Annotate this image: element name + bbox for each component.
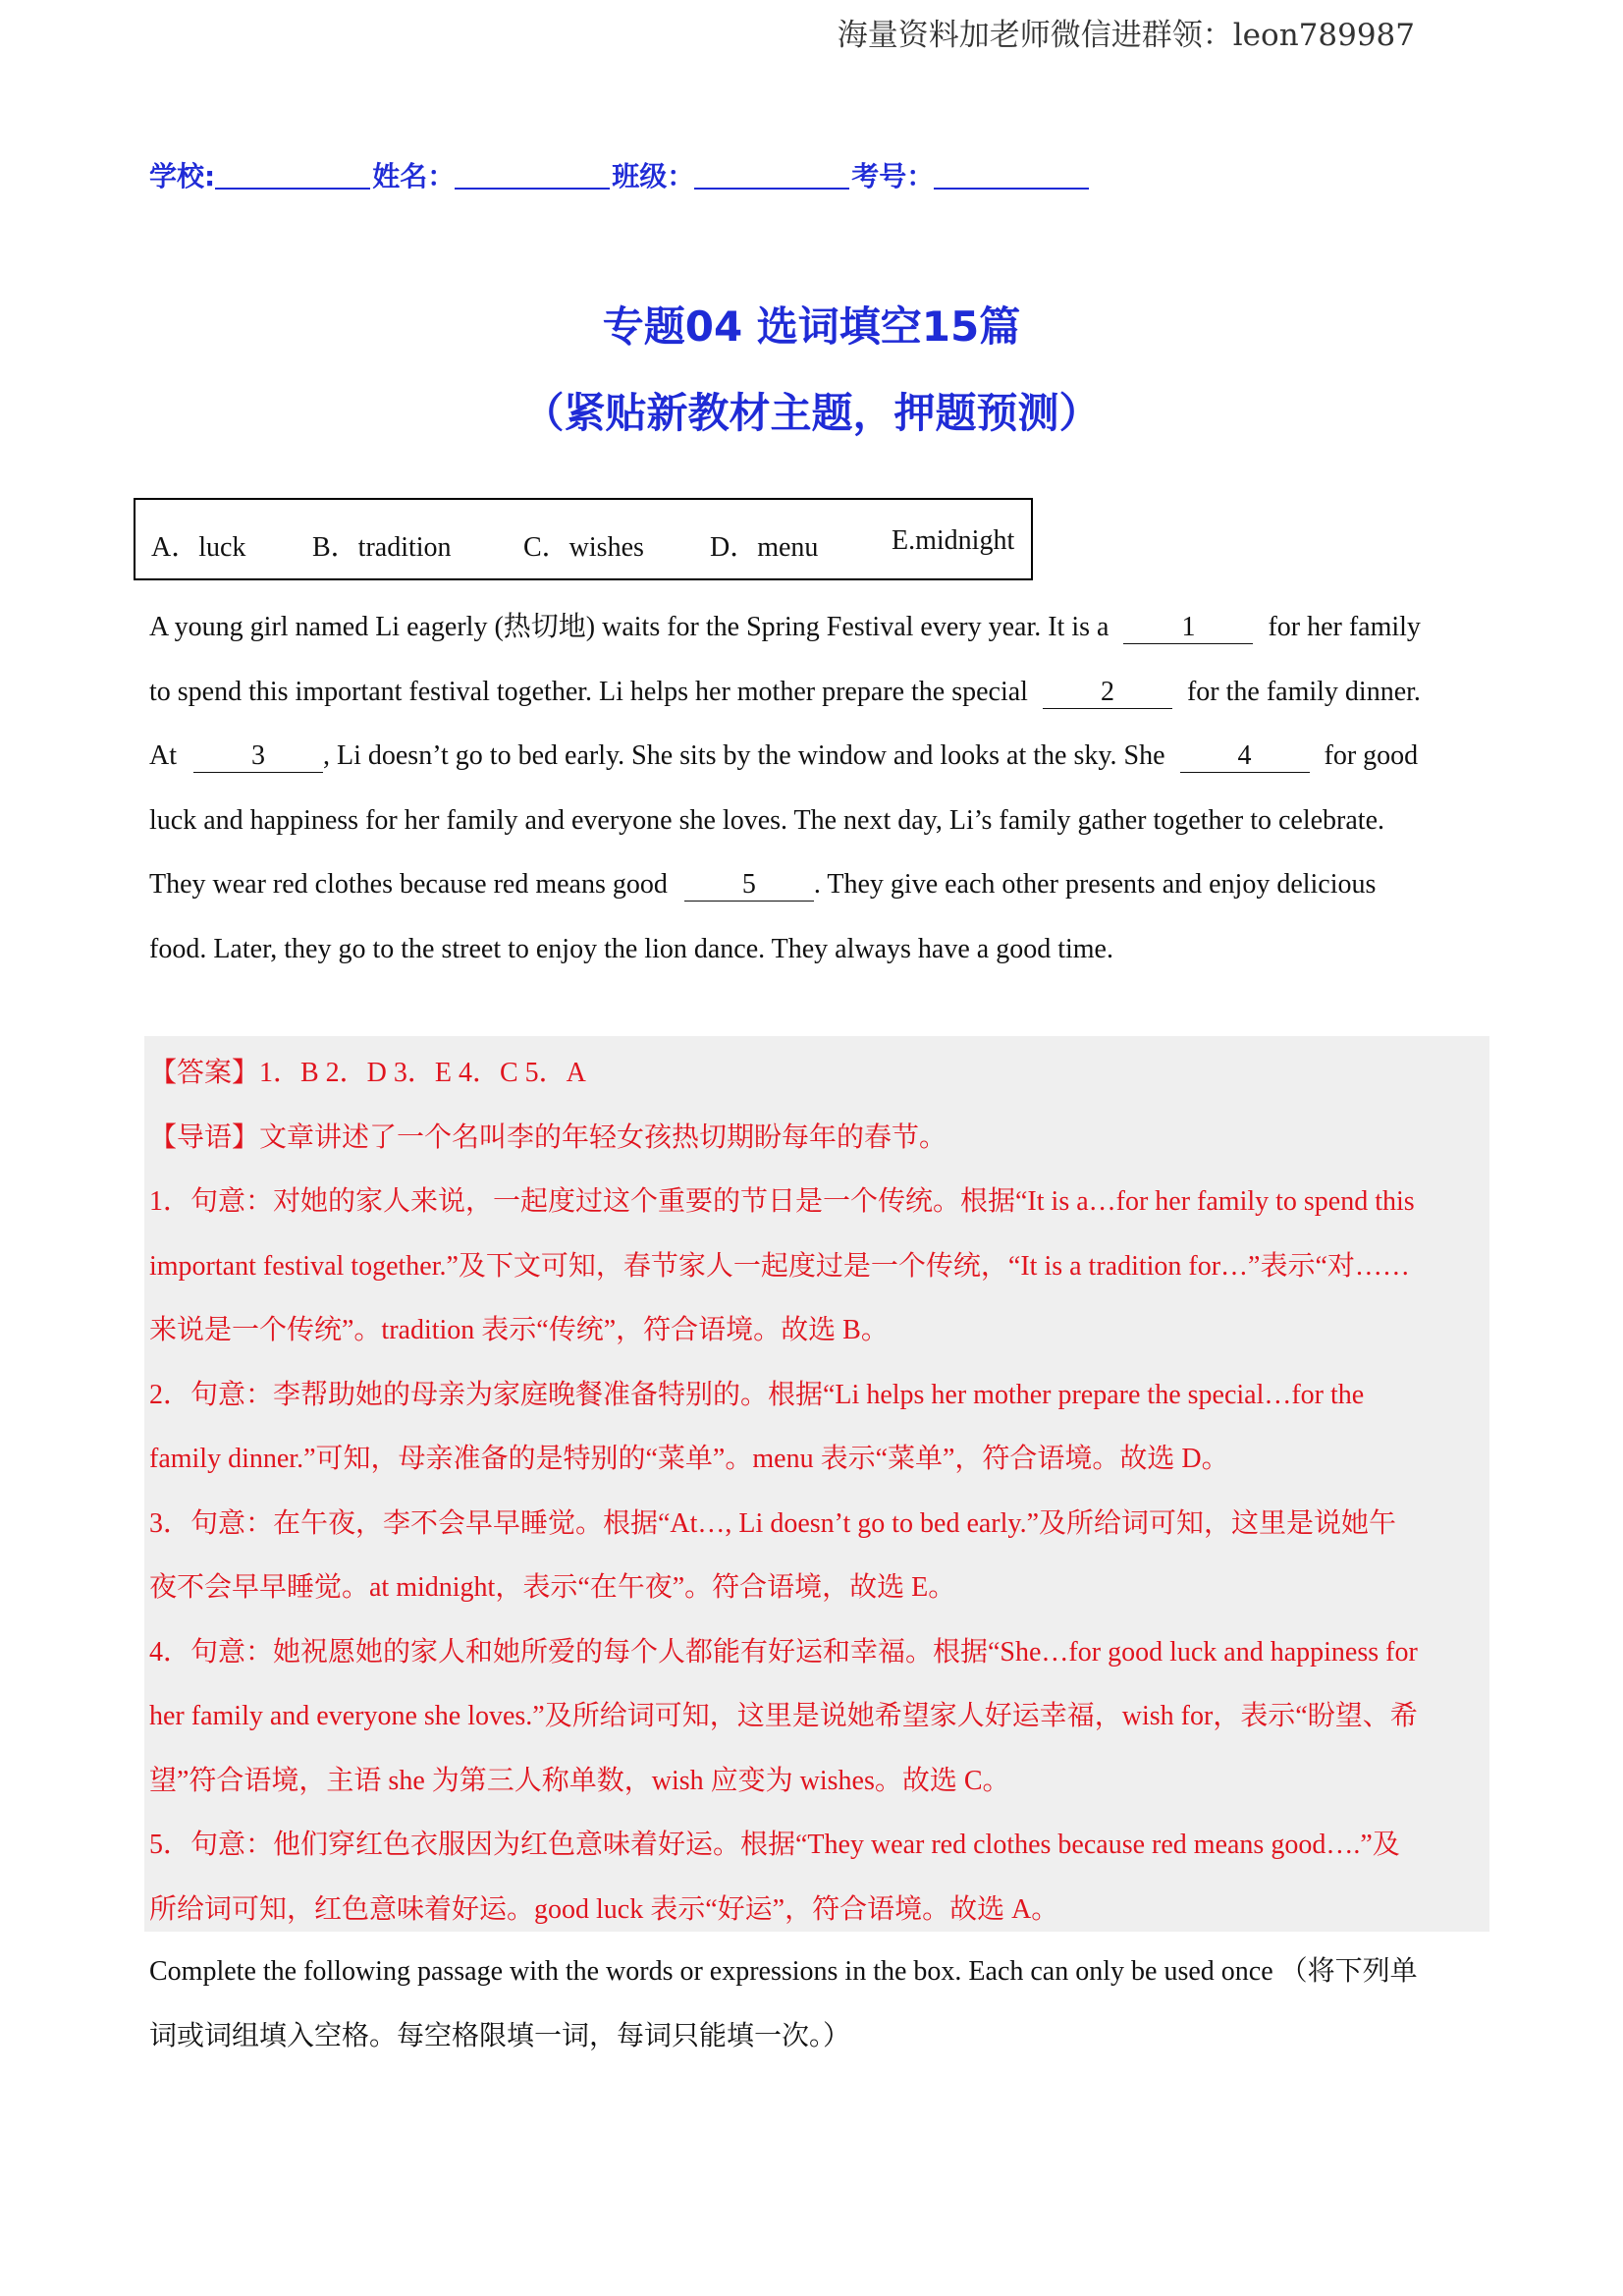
instruction-line: 词或词组填入空格。每空格限填一词，每词只能填一次。） xyxy=(149,2020,851,2051)
name-blank[interactable] xyxy=(455,162,610,190)
word-option-d: D．menu xyxy=(710,532,819,563)
passage-line xyxy=(149,724,1485,789)
explanation-line: important festival together.”及下文可知，春节家人一起度过是一个传统，“It is a tradition for…”表示“对…… xyxy=(149,1250,1410,1282)
explanation-line: her family and everyone she loves.”及所给词可知，这里是说她希望家人好运幸福，wish for，表示“盼望、希 xyxy=(149,1701,1418,1731)
passage-text: , Li doesn’t go to bed early. She sits by the window and looks at the sky. She xyxy=(323,740,1165,771)
passage-text: to spend this important festival together. Li helps her mother prepare the special xyxy=(149,676,1028,707)
header-note: 海量资料加老师微信进群领：leon789987 xyxy=(837,18,1415,53)
passage-text: At xyxy=(149,740,177,771)
word-bank-box xyxy=(134,498,1033,580)
explanation-line: family dinner.”可知，母亲准备的是特别的“菜单”。menu 表示“菜单”，符合语境。故选 D。 xyxy=(149,1444,1229,1474)
school-blank[interactable] xyxy=(215,162,370,190)
passage-text: food. Later, they go to the street to enjoy the lion dance. They always have a good time. xyxy=(149,933,1113,964)
word-option-b: B．tradition xyxy=(312,532,452,563)
explanation-line: 所给词可知，红色意味着好运。good luck 表示“好运”，符合语境。故选 A。 xyxy=(149,1893,1059,1925)
passage-text: They wear red clothes because red means good xyxy=(149,869,668,900)
blank-5[interactable]: 5 xyxy=(684,871,814,902)
blank-2[interactable]: 2 xyxy=(1043,679,1172,709)
explanation-line: 望”符合语境，主语 she 为第三人称单数，wish 应变为 wishes。故选 C。 xyxy=(149,1765,1010,1796)
explanation-line: 1．句意：对她的家人来说，一起度过这个重要的节日是一个传统。根据“It is a…for her family to spend this xyxy=(149,1186,1415,1217)
page-title: 专题04 选词填空15篇 xyxy=(602,302,1021,351)
passage-text: for her family xyxy=(1268,612,1421,642)
explanation-line: 3．句意：在午夜，李不会早早睡觉。根据“At…, Li doesn’t go to bed early.”及所给词可知，这里是说她午 xyxy=(149,1507,1397,1539)
exam-number-label: 考号： xyxy=(851,160,935,192)
passage-line xyxy=(149,660,1485,725)
school-label: 学校: xyxy=(149,160,216,192)
page-subtitle: （紧贴新教材主题，押题预测） xyxy=(522,389,1101,437)
passage-line xyxy=(149,852,1485,917)
passage-text: for good xyxy=(1324,740,1419,771)
passage-text: luck and happiness for her family and everyone she loves. The next day, Li’s family gather together to celebrate. xyxy=(149,804,1385,836)
explanation-line: 来说是一个传统”。tradition 表示“传统”，符合语境。故选 B。 xyxy=(149,1315,889,1345)
name-label: 姓名： xyxy=(372,160,456,192)
blank-4[interactable]: 4 xyxy=(1180,742,1310,773)
answer-key-line: 【答案】1．B 2．D 3．E 4．C 5．A xyxy=(149,1058,586,1088)
passage-line xyxy=(149,789,1485,853)
passage xyxy=(149,595,1485,981)
word-option-c: C．wishes xyxy=(523,532,644,563)
word-option-a: A．luck xyxy=(151,532,246,563)
class-label: 班级： xyxy=(612,160,695,192)
answer-explanation xyxy=(149,1041,1485,1941)
explanation-line: 4．句意：她祝愿她的家人和她所爱的每个人都能有好运和幸福。根据“She…for good luck and happiness for xyxy=(149,1636,1418,1667)
explanation-line: 2．句意：李帮助她的母亲为家庭晚餐准备特别的。根据“Li helps her mother prepare the special…for the xyxy=(149,1379,1365,1410)
guide-line: 【导语】文章讲述了一个名叫李的年轻女孩热切期盼每年的春节。 xyxy=(149,1121,947,1153)
passage-text: for the family dinner. xyxy=(1186,676,1421,707)
instruction-line: Complete the following passage with the words or expressions in the box. Each can only be used once （将下列单 xyxy=(149,1956,1418,1987)
student-info-line xyxy=(149,155,1091,194)
word-option-e: E.midnight xyxy=(892,525,1015,556)
blank-3[interactable]: 3 xyxy=(193,742,323,773)
explanation-line: 夜不会早早睡觉。at midnight，表示“在午夜”。符合语境，故选 E。 xyxy=(149,1572,956,1603)
passage-text: A young girl named Li eagerly (热切地) waits for the Spring Festival every year. It is a xyxy=(149,612,1109,642)
exam-number-blank[interactable] xyxy=(934,162,1089,190)
passage-line xyxy=(149,595,1485,660)
blank-1[interactable]: 1 xyxy=(1123,614,1253,644)
explanation-line: 5．句意：他们穿红色衣服因为红色意味着好运。根据“They wear red clothes because red means good….”及 xyxy=(149,1830,1400,1860)
class-blank[interactable] xyxy=(694,162,849,190)
passage-line xyxy=(149,917,1485,982)
passage-text: . They give each other presents and enjoy delicious xyxy=(813,869,1377,900)
next-instruction xyxy=(149,1940,1494,2068)
